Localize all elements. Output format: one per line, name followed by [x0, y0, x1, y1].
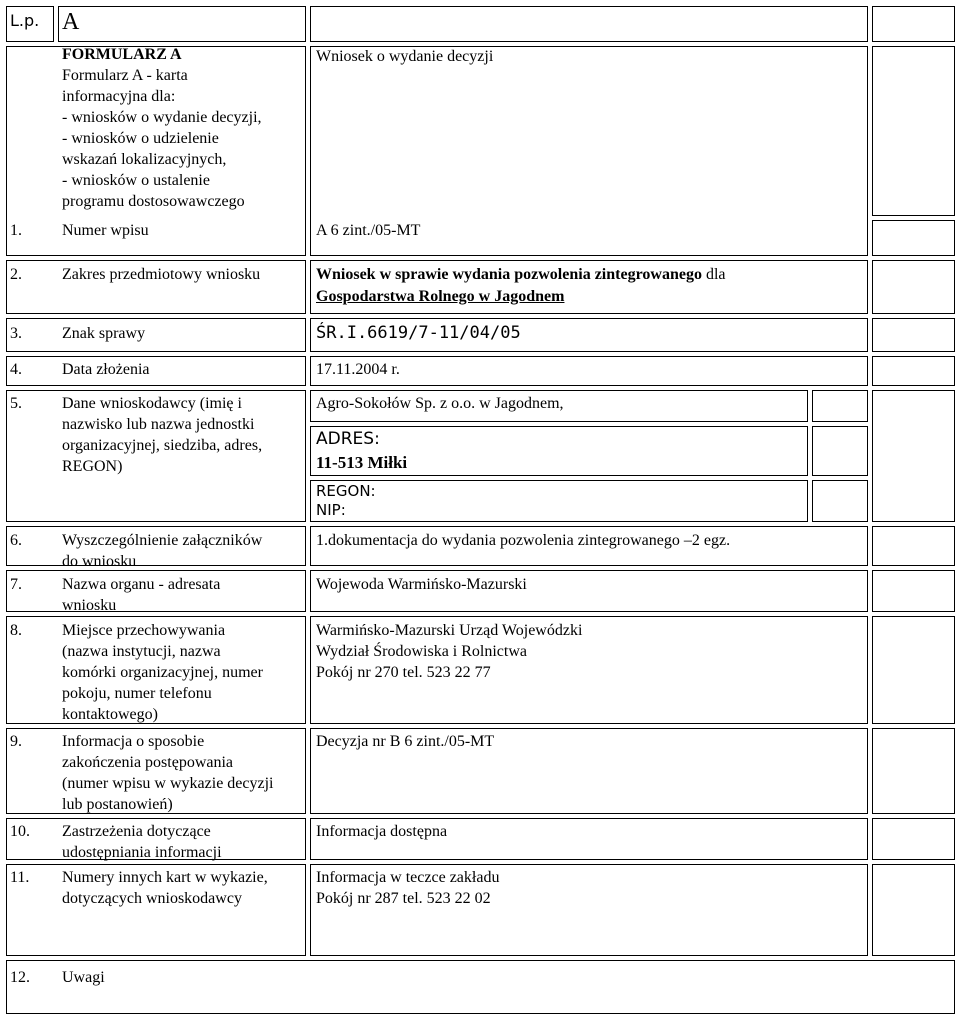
row1-value: A 6 zint./05-MT [316, 222, 421, 239]
row8-value-line: Pokój nr 270 tel. 523 22 77 [316, 664, 491, 681]
row5-number: 5. [10, 395, 22, 412]
row9-label-line: (numer wpisu w wykazie decyzji [62, 775, 274, 792]
row7-number: 7. [10, 576, 22, 593]
row8-label-line: komórki organizacyjnej, numer [62, 664, 263, 681]
side-cell [872, 46, 955, 216]
row9-label-line: Informacja o sposobie [62, 733, 205, 750]
side-cell [872, 526, 955, 566]
side-cell [872, 318, 955, 352]
header-empty-cell [310, 6, 868, 42]
form-description-line: - wniosków o udzielenie [62, 130, 219, 147]
row11-value [316, 867, 499, 909]
nip-label: NIP: [316, 501, 346, 519]
form-description-line: - wniosków o ustalenie [62, 172, 210, 189]
row10-label-line: udostępniania informacji [62, 844, 222, 861]
row5-label-line: REGON) [62, 458, 123, 475]
row10-value: Informacja dostępna [316, 823, 448, 840]
side-cell [872, 220, 955, 256]
side-cell [872, 864, 955, 956]
row8-value-line: Warmińsko-Mazurski Urząd Wojewódzki [316, 622, 583, 639]
row8-label-line: kontaktowego) [62, 706, 158, 723]
row8-label [62, 620, 263, 725]
row2-value-bold: Wniosek w sprawie wydania pozwolenia zintegrowanego [316, 266, 702, 283]
row8-label-line: pokoju, numer telefonu [62, 685, 212, 702]
row7-label-line: wniosku [62, 597, 117, 614]
row5-label [62, 393, 262, 477]
row6-value: 1.dokumentacja do wydania pozwolenia zintegrowanego –2 egz. [316, 532, 731, 549]
row12-number: 12. [10, 969, 30, 986]
header-side-cell [872, 6, 955, 42]
row8-number: 8. [10, 622, 22, 639]
form-description-line: - wniosków o wydanie decyzji, [62, 109, 262, 126]
side-cell [872, 390, 955, 522]
row7-label [62, 574, 220, 616]
row10-number: 10. [10, 823, 30, 840]
row5-side-cell [812, 480, 868, 522]
applicant-name: Agro-Sokołów Sp. z o.o. w Jagodnem, [316, 395, 564, 412]
row3-number: 3. [10, 325, 22, 342]
row5-label-line: nazwisko lub nazwa jednostki [62, 416, 255, 433]
row10-label [62, 821, 222, 863]
side-cell [872, 356, 955, 386]
row9-label-line: zakończenia postępowania [62, 754, 234, 771]
row6-label [62, 530, 262, 572]
row11-label-line: Numery innych kart w wykazie, [62, 869, 268, 886]
address-label: ADRES: [316, 429, 380, 449]
request-type: Wniosek o wydanie decyzji [316, 48, 494, 65]
row2-label: Zakres przedmiotowy wniosku [62, 266, 261, 283]
row12-label: Uwagi [62, 969, 105, 986]
row2-value-rest: dla [705, 266, 726, 283]
row2-value [316, 264, 725, 285]
row4-label-cell [6, 356, 306, 386]
form-description-line: Formularz A - karta [62, 67, 188, 84]
row4-value: 17.11.2004 r. [316, 361, 400, 378]
row6-label-line: do wniosku [62, 553, 137, 570]
row12-cell [6, 960, 955, 1014]
request-type-cell [310, 46, 868, 216]
row1-label-cell [6, 216, 306, 256]
row6-label-line: Wyszczególnienie załączników [62, 532, 263, 549]
row1-label: Numer wpisu [62, 222, 149, 239]
row2-value-line2: Gospodarstwa Rolnego w Jagodnem [316, 288, 565, 305]
row3-value: ŚR.I.6619/7-11/04/05 [316, 323, 521, 343]
side-cell [872, 818, 955, 860]
row11-number: 11. [10, 869, 30, 886]
row6-number: 6. [10, 532, 22, 549]
form-letter-cell [58, 6, 306, 42]
row7-value: Wojewoda Warmińsko-Mazurski [316, 576, 527, 593]
row5-side-cell [812, 426, 868, 476]
side-cell [872, 260, 955, 314]
row9-label [62, 731, 273, 815]
row9-number: 9. [10, 733, 22, 750]
form-letter: A [62, 9, 80, 35]
row3-label-cell [6, 318, 306, 352]
row9-value: Decyzja nr B 6 zint./05-MT [316, 733, 495, 750]
row11-value-line: Informacja w teczce zakładu [316, 869, 500, 886]
row5-regon-cell [310, 480, 808, 522]
row5-side-cell [812, 390, 868, 422]
row8-label-line: Miejsce przechowywania [62, 622, 226, 639]
side-cell [872, 728, 955, 814]
row4-number: 4. [10, 361, 22, 378]
row2-number: 2. [10, 266, 22, 283]
form-title: FORMULARZ A [62, 46, 182, 63]
row7-label-line: Nazwa organu - adresata [62, 576, 221, 593]
row11-label-line: dotyczących wnioskodawcy [62, 890, 242, 907]
row4-label: Data złożenia [62, 361, 150, 378]
side-cell [872, 616, 955, 724]
row3-label: Znak sprawy [62, 325, 146, 342]
regon-label: REGON: [316, 482, 376, 500]
side-cell [872, 570, 955, 612]
row8-value-line: Wydział Środowiska i Rolnictwa [316, 643, 527, 660]
form-description-line: wskazań lokalizacyjnych, [62, 151, 227, 168]
row8-value [316, 620, 582, 683]
lp-label: L.p. [10, 11, 40, 30]
row11-label [62, 867, 268, 909]
form-description-line: informacyjna dla: [62, 88, 176, 105]
form-description [62, 65, 262, 212]
form-description-line: programu dostosowawczego [62, 193, 245, 210]
row11-value-line: Pokój nr 287 tel. 523 22 02 [316, 890, 491, 907]
row5-label-line: organizacyjnej, siedziba, adres, [62, 437, 263, 454]
row5-label-line: Dane wnioskodawcy (imię i [62, 395, 242, 412]
row9-label-line: lub postanowień) [62, 796, 173, 813]
row1-number: 1. [10, 222, 22, 239]
row8-label-line: (nazwa instytucji, nazwa [62, 643, 221, 660]
row10-label-line: Zastrzeżenia dotyczące [62, 823, 211, 840]
address-value: 11-513 Miłki [316, 453, 408, 472]
